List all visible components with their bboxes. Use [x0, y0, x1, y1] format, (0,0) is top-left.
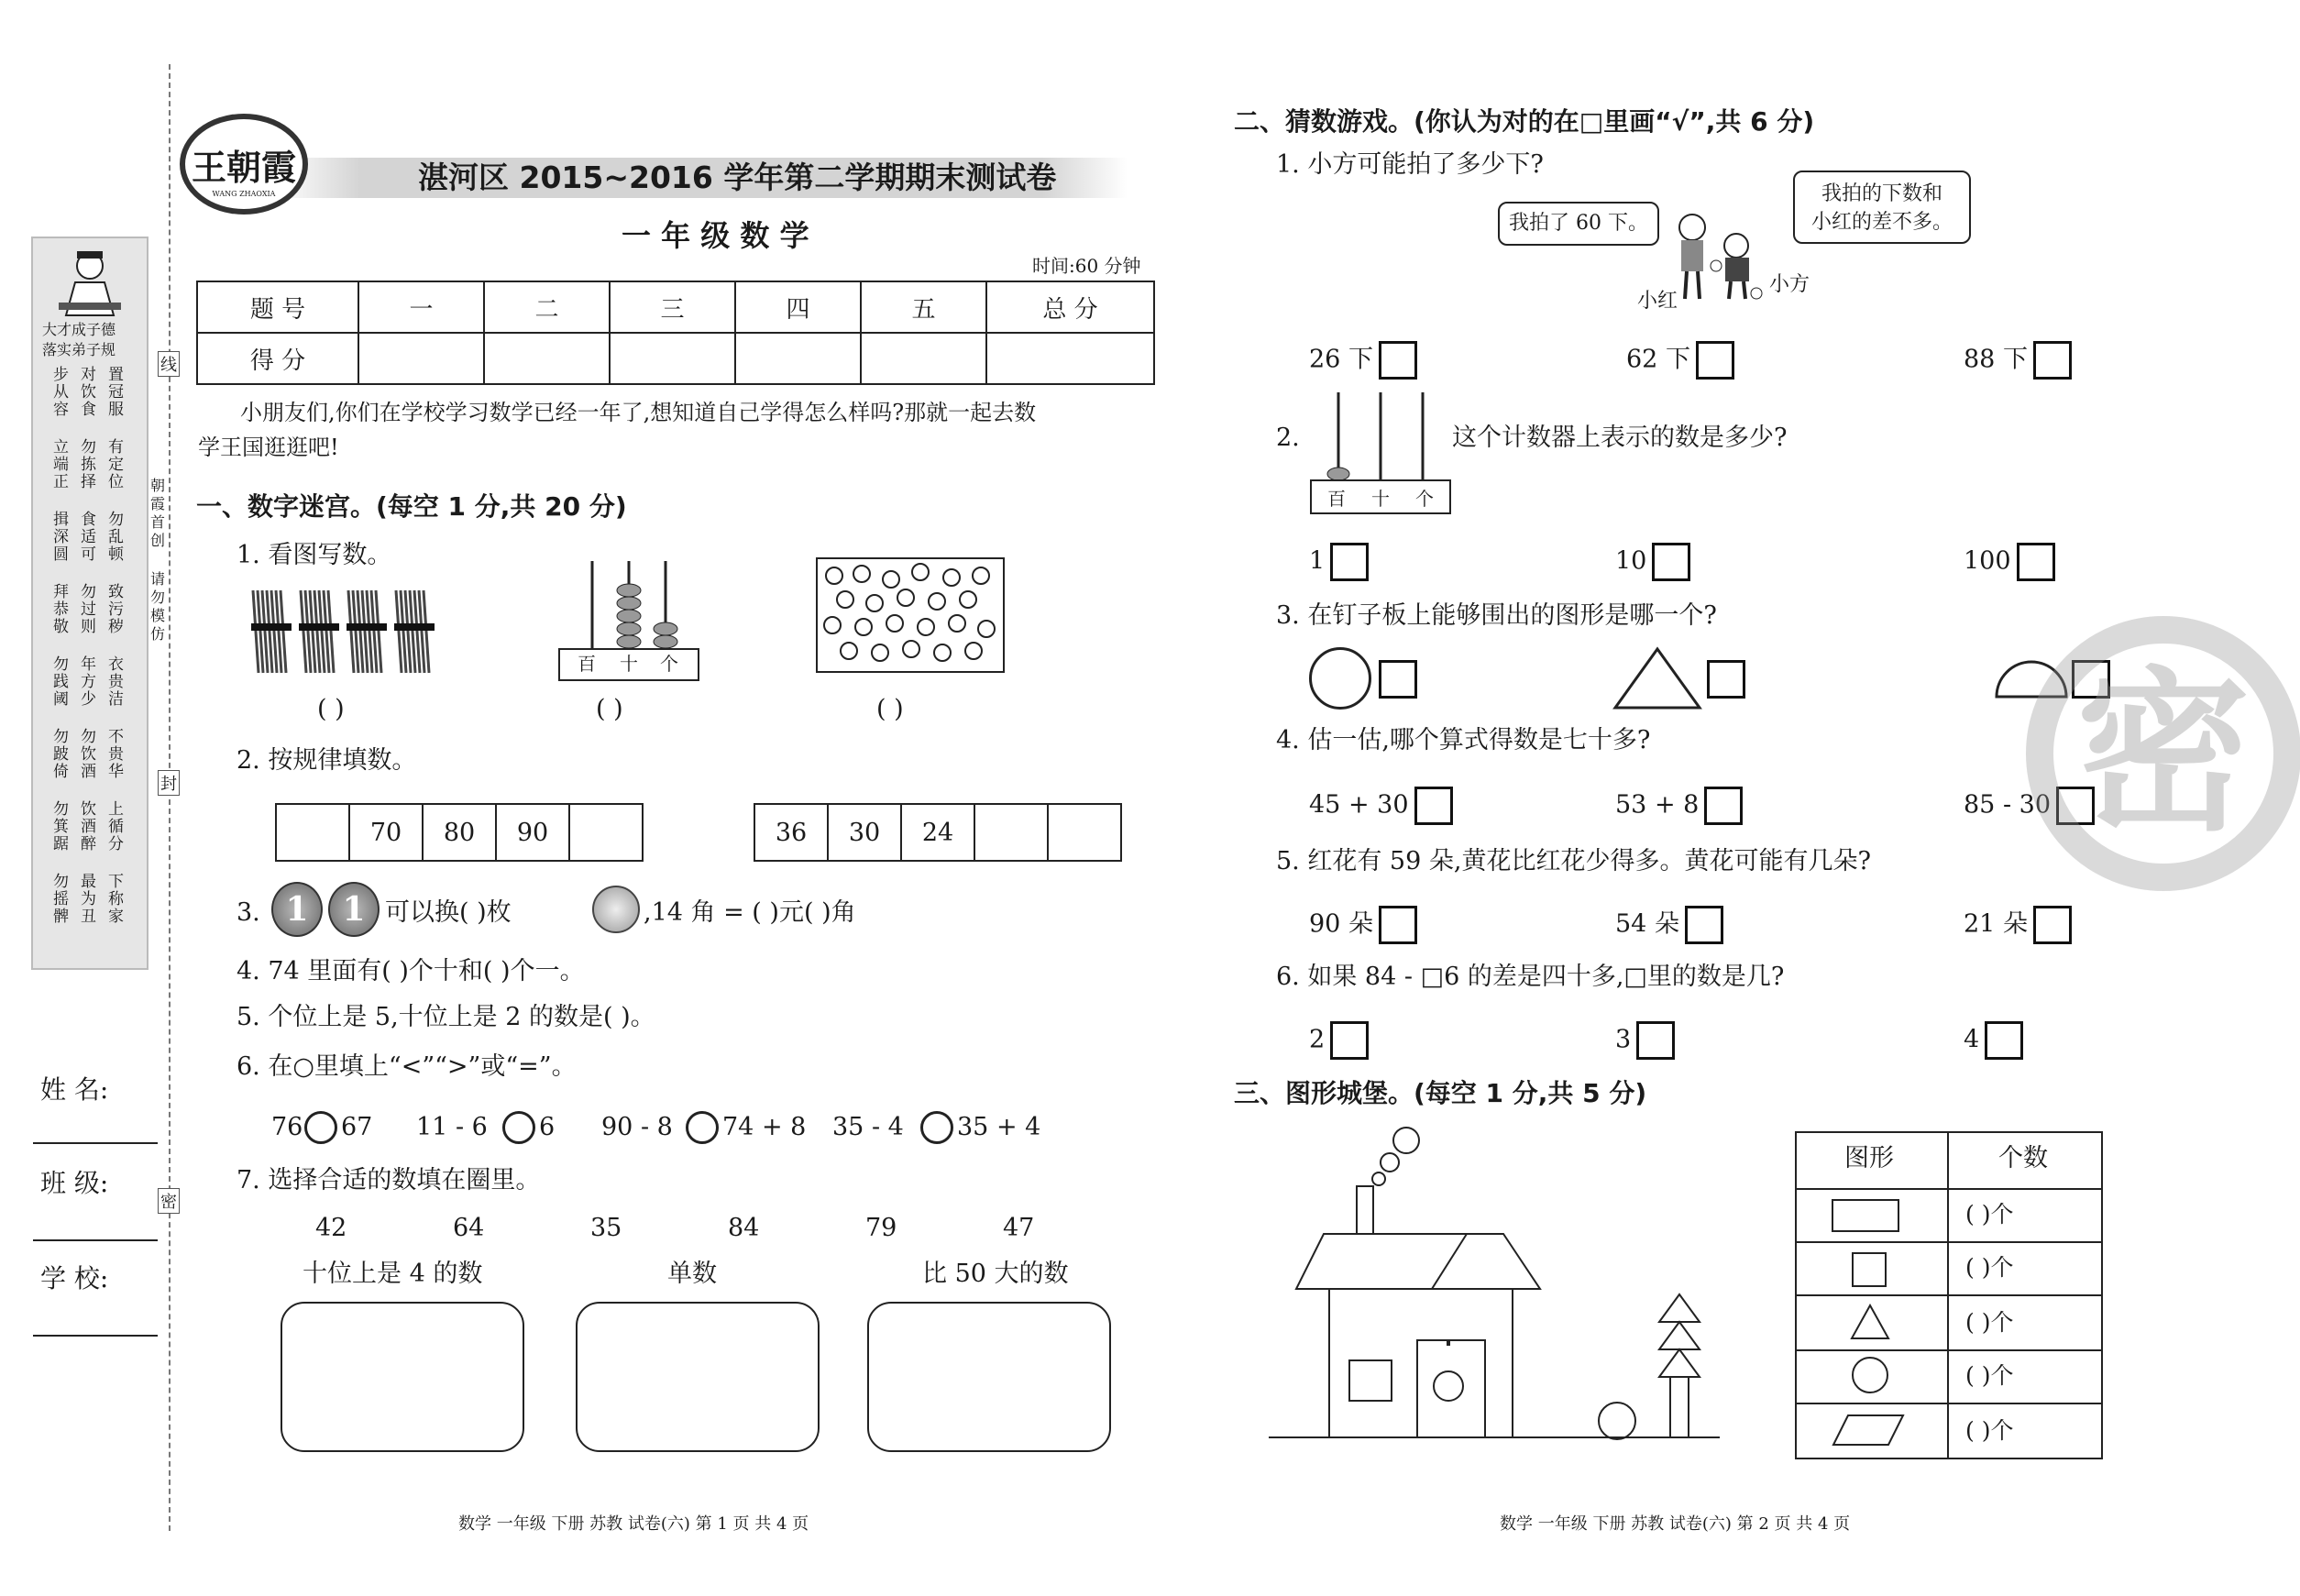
- name-line[interactable]: [33, 1142, 158, 1144]
- q7-answer-box[interactable]: [867, 1302, 1111, 1452]
- q4-option-label: 45 + 30: [1309, 790, 1409, 820]
- checkbox[interactable]: [1379, 341, 1417, 380]
- q7-number: 64: [453, 1214, 485, 1242]
- q1-answer-1[interactable]: ( ): [317, 695, 345, 723]
- dot: [855, 619, 872, 635]
- compare-4-left: 35 - 4: [832, 1113, 904, 1141]
- q2-option: [1309, 543, 1369, 581]
- dot: [929, 593, 945, 610]
- yuan-coin-icon: 1: [271, 882, 323, 937]
- count-cell[interactable]: ( )个: [1965, 1254, 2014, 1281]
- side-rule-text: 揖深圆: [53, 511, 69, 564]
- shape-count-table: [1795, 1131, 2103, 1459]
- compare-1-right: 67: [341, 1113, 373, 1141]
- side-rule-text: 年方少: [81, 655, 96, 709]
- dot: [973, 567, 989, 584]
- checkbox[interactable]: [1652, 543, 1690, 581]
- side-rule-text: 不贵华: [108, 728, 124, 781]
- checkbox[interactable]: [1696, 341, 1734, 380]
- side-rule-text: 立端正: [53, 438, 69, 491]
- checkbox[interactable]: [1685, 906, 1723, 944]
- checkbox[interactable]: [1330, 543, 1369, 581]
- binding-line: [169, 64, 171, 1531]
- score-cell[interactable]: [484, 333, 610, 384]
- school-label: 学 校:: [40, 1263, 109, 1293]
- jiao-coin-icon: [592, 886, 640, 933]
- q1-answer-2[interactable]: ( ): [596, 695, 623, 723]
- dots-image: [816, 557, 1005, 673]
- score-header: 五: [861, 281, 986, 333]
- checkbox[interactable]: [1414, 787, 1453, 825]
- seq2-cell: 24: [901, 804, 974, 861]
- compare-1-left: 76: [271, 1113, 303, 1141]
- s1-q1: 1. 看图写数。: [237, 541, 392, 569]
- dot: [949, 615, 965, 632]
- yuan-coin-icon: 1: [328, 882, 380, 937]
- q7-number: 47: [1003, 1214, 1035, 1242]
- score-cell[interactable]: [735, 333, 861, 384]
- s1-q7: 7. 选择合适的数填在圈里。: [237, 1166, 541, 1194]
- q5-option-label: 54 朵: [1615, 909, 1679, 939]
- table-row-line: [1797, 1241, 2101, 1243]
- table-row-line: [1797, 1188, 2101, 1190]
- side-rule-text: 勿跛倚: [53, 728, 69, 781]
- q4-option-label: 53 + 8: [1615, 790, 1700, 820]
- score-label: 得 分: [197, 333, 358, 384]
- score-cell[interactable]: [861, 333, 986, 384]
- square-icon: [1852, 1252, 1887, 1287]
- dot: [841, 643, 857, 659]
- side-rule-text: 拜恭敬: [53, 583, 69, 636]
- s2-q5: 5. 红花有 59 朵,黄花比红花少得多。黄花可能有几朵?: [1276, 847, 1871, 875]
- side-rule-text: 上循分: [108, 800, 124, 853]
- circle-shape-option: [1309, 647, 1371, 710]
- s1-q4: 4. 74 里面有( )个十和( )个一。: [237, 957, 585, 985]
- scholar-figure: [53, 246, 127, 319]
- q5-option: [1309, 906, 1417, 944]
- notice-2: 请勿模仿: [150, 570, 166, 643]
- q7-group-label: 十位上是 4 的数: [303, 1260, 483, 1288]
- side-rule-text: 下称家: [108, 873, 124, 926]
- side-rule-text: 对饮食: [81, 366, 96, 419]
- side-rule-text: 勿拣择: [81, 438, 96, 491]
- compare-3-right: 74 + 8: [722, 1113, 807, 1141]
- q1-option: [1309, 341, 1417, 380]
- dot: [943, 569, 960, 586]
- sequence-2: [754, 803, 1122, 862]
- checkbox[interactable]: [1636, 1021, 1675, 1060]
- side-rule-text: 食适可: [81, 511, 96, 564]
- seq2-cell: 30: [828, 804, 901, 861]
- checkbox[interactable]: [2033, 906, 2072, 944]
- abacus-label-ones: 个: [660, 653, 678, 675]
- dot: [883, 571, 899, 588]
- q1-option-label: 62 下: [1626, 345, 1690, 374]
- circle-icon: [1852, 1357, 1888, 1393]
- compare-3-left: 90 - 8: [601, 1113, 673, 1141]
- q7-answer-box[interactable]: [281, 1302, 524, 1452]
- seq1-cell: 80: [423, 804, 496, 861]
- table-row-line: [1797, 1403, 2101, 1404]
- checkbox[interactable]: [1330, 1021, 1369, 1060]
- class-label: 班 级:: [40, 1168, 109, 1198]
- count-cell[interactable]: ( )个: [1965, 1201, 2014, 1227]
- table-row-line: [1797, 1349, 2101, 1351]
- q6-option-label: 3: [1615, 1025, 1632, 1054]
- q6-option: [1309, 1021, 1369, 1060]
- dot: [897, 589, 914, 606]
- q2-option-label: 10: [1615, 546, 1647, 576]
- class-line[interactable]: [33, 1239, 158, 1241]
- stick-band: [394, 623, 435, 631]
- q5-option: [1615, 906, 1723, 944]
- compare-circle[interactable]: [502, 1111, 535, 1144]
- stick-band: [299, 623, 339, 631]
- counter-label-tens: 十: [1371, 488, 1390, 510]
- checkbox[interactable]: [1379, 660, 1417, 699]
- binding-mark-1: 线: [158, 351, 180, 377]
- speech-bubble-2: [1793, 171, 1971, 244]
- side-rule-text: 勿乱顿: [108, 511, 124, 564]
- compare-circle[interactable]: [686, 1111, 719, 1144]
- score-table: [196, 281, 1155, 385]
- table-head-shape: 图形: [1844, 1144, 1894, 1172]
- seq1-cell[interactable]: [569, 804, 643, 861]
- q7-group-label: 单数: [667, 1260, 717, 1288]
- score-header: 总 分: [986, 281, 1154, 333]
- score-cell[interactable]: [610, 333, 735, 384]
- section3-title: 三、图形城堡。(每空 1 分,共 5 分): [1234, 1078, 1647, 1108]
- s1-q3-text-a: 可以换( )枚: [385, 898, 512, 927]
- q4-option-label: 85 - 30: [1964, 790, 2052, 820]
- side-rule-text: 最为丑: [81, 873, 96, 926]
- q1-option: [1964, 341, 2072, 380]
- compare-circle[interactable]: [920, 1111, 953, 1144]
- parallelogram-icon: [1832, 1412, 1905, 1448]
- seq1-cell: 70: [349, 804, 423, 861]
- exam-time: 时间:60 分钟: [1032, 255, 1141, 277]
- q5-option: [1964, 906, 2072, 944]
- checkbox[interactable]: [1707, 660, 1745, 699]
- seq2-cell[interactable]: [1048, 804, 1121, 861]
- section1-title: 一、数字迷宫。(每空 1 分,共 20 分): [196, 491, 627, 522]
- side-rule-text: 步从容: [53, 366, 69, 419]
- q1-answer-3[interactable]: ( ): [876, 695, 904, 723]
- seq1-cell: 90: [496, 804, 569, 861]
- checkbox[interactable]: [1704, 787, 1743, 825]
- compare-2-right: 6: [539, 1113, 556, 1141]
- children-illustration: [1668, 211, 1769, 303]
- seq2-cell: 36: [754, 804, 828, 861]
- motto-1: 大才成子德: [42, 321, 116, 338]
- triangle-icon: [1850, 1304, 1890, 1340]
- speech-bubble-1: 我拍了 60 下。: [1498, 202, 1659, 246]
- exam-subtitle: 一 年 级 数 学: [622, 218, 809, 253]
- seq1-cell[interactable]: [276, 804, 349, 861]
- q6-option-label: 4: [1964, 1025, 1980, 1054]
- intro-line-1: 小朋友们,你们在学校学习数学已经一年了,想知道自己学得怎么样吗?那就一起去数: [240, 400, 1037, 425]
- intro-line-2: 学王国逛逛吧!: [198, 435, 339, 460]
- q7-number: 42: [315, 1214, 347, 1242]
- q6-option: [1964, 1021, 2023, 1060]
- logo-text: 王朝霞: [191, 147, 296, 188]
- logo-subtext: WANG ZHAOXIA: [212, 190, 276, 198]
- side-rule-text: 勿践阈: [53, 655, 69, 709]
- motto-2: 落实弟子规: [42, 341, 116, 358]
- seq2-cell[interactable]: [974, 804, 1048, 861]
- checkbox[interactable]: [2033, 341, 2072, 380]
- score-header: 二: [484, 281, 610, 333]
- q5-option-label: 90 朵: [1309, 909, 1373, 939]
- q7-number: 84: [728, 1214, 760, 1242]
- stick-band: [347, 623, 387, 631]
- score-cell[interactable]: [986, 333, 1154, 384]
- name-xiaohong: 小红: [1637, 290, 1678, 313]
- dot: [886, 615, 903, 632]
- compare-circle[interactable]: [304, 1111, 337, 1144]
- q1-option-label: 88 下: [1964, 345, 2028, 374]
- s2-q3: 3. 在钉子板上能够围出的图形是哪一个?: [1276, 601, 1717, 630]
- q7-answer-box[interactable]: [576, 1302, 820, 1452]
- score-header: 一: [358, 281, 484, 333]
- side-rule-text: 有定位: [108, 438, 124, 491]
- count-cell[interactable]: ( )个: [1965, 1309, 2014, 1336]
- table-row-line: [1797, 1294, 2101, 1296]
- score-header: 三: [610, 281, 735, 333]
- name-xiaofang: 小方: [1769, 273, 1810, 296]
- rectangle-icon: [1832, 1199, 1899, 1232]
- count-cell[interactable]: ( )个: [1965, 1362, 2014, 1389]
- side-rule-text: 置冠服: [108, 366, 124, 419]
- q5-option-label: 21 朵: [1964, 909, 2028, 939]
- dot: [824, 617, 841, 633]
- side-rule-text: 勿过则: [81, 583, 96, 636]
- q7-number: 79: [865, 1214, 897, 1242]
- checkbox[interactable]: [2017, 543, 2055, 581]
- logo: [180, 114, 308, 215]
- dot: [866, 595, 883, 611]
- name-label: 姓 名:: [40, 1074, 109, 1105]
- dot: [912, 564, 929, 580]
- side-rule-text: 勿摇髀: [53, 873, 69, 926]
- counter-label-ones: 个: [1415, 488, 1434, 510]
- q2-option-label: 100: [1964, 546, 2011, 576]
- side-rules: [53, 367, 145, 953]
- q1-option: [1626, 341, 1734, 380]
- secret-stamp: 密: [2026, 616, 2300, 891]
- side-rule-text: 衣贵洁: [108, 655, 124, 709]
- s1-q3-text-b: ,14 角 = ( )元( )角: [644, 898, 856, 927]
- s1-q6: 6. 在○里填上“<”“>”或“=”。: [237, 1052, 577, 1081]
- dot: [872, 644, 888, 661]
- house-drawing: [1265, 1120, 1723, 1456]
- dot: [918, 619, 934, 635]
- side-rule-text: 致污秽: [108, 583, 124, 636]
- notice-1: 朝霞首创: [150, 477, 166, 549]
- stick-band: [251, 623, 292, 631]
- triangle-shape-option: [1612, 645, 1703, 711]
- s2-q4: 4. 估一估,哪个算式得数是七十多?: [1276, 726, 1651, 754]
- dot: [934, 644, 951, 661]
- compare-2-left: 11 - 6: [416, 1113, 488, 1141]
- sequence-1: [275, 803, 644, 862]
- q2-option-label: 1: [1309, 546, 1326, 576]
- s2-q2-num: 2.: [1276, 424, 1300, 452]
- score-cell[interactable]: [358, 333, 484, 384]
- q7-group-label: 比 50 大的数: [922, 1260, 1069, 1288]
- dot: [853, 566, 870, 582]
- side-rule-text: 勿饮酒: [81, 728, 96, 781]
- dot: [965, 643, 982, 659]
- s2-q2: 这个计数器上表示的数是多少?: [1452, 424, 1788, 452]
- score-header: 四: [735, 281, 861, 333]
- binding-mark-2: 封: [158, 770, 180, 796]
- s1-q5: 5. 个位上是 5,十位上是 2 的数是( )。: [237, 1003, 655, 1031]
- dot: [826, 567, 842, 584]
- checkbox[interactable]: [1379, 906, 1417, 944]
- stick-bundles-image: [248, 587, 449, 678]
- score-header: 题 号: [197, 281, 358, 333]
- compare-4-right: 35 + 4: [957, 1113, 1041, 1141]
- q2-option: [1615, 543, 1690, 581]
- bubble2-line: 小红的差不多。: [1810, 211, 1953, 234]
- q6-option: [1615, 1021, 1675, 1060]
- q2-option: [1964, 543, 2055, 581]
- footer-right: 数学 一年级 下册 苏教 试卷(六) 第 2 页 共 4 页: [1500, 1514, 1851, 1534]
- dot: [960, 591, 976, 608]
- s2-q6: 6. 如果 84 - □6 的差是四十多,□里的数是几?: [1276, 963, 1785, 991]
- bubble2-line: 我拍的下数和: [1821, 182, 1942, 205]
- q6-option-label: 2: [1309, 1025, 1326, 1054]
- school-line[interactable]: [33, 1335, 158, 1337]
- side-rule-text: 勿箕踞: [53, 800, 69, 853]
- binding-mark-3: 密: [158, 1188, 180, 1214]
- abacus-label-hundreds: 百: [578, 653, 596, 675]
- table-head-count: 个数: [1998, 1144, 2048, 1172]
- count-cell[interactable]: ( )个: [1965, 1417, 2014, 1444]
- footer-left: 数学 一年级 下册 苏教 试卷(六) 第 1 页 共 4 页: [458, 1514, 809, 1534]
- s1-q2: 2. 按规律填数。: [237, 746, 417, 775]
- q4-option: [1309, 787, 1453, 825]
- q1-option-label: 26 下: [1309, 345, 1373, 374]
- exam-title: 湛河区 2015~2016 学年第二学期期末测试卷: [418, 160, 1057, 195]
- abacus-label-tens: 十: [620, 653, 638, 675]
- dot: [978, 621, 995, 637]
- section2-title: 二、猜数游戏。(你认为对的在□里画“√”,共 6 分): [1234, 106, 1815, 137]
- side-rule-text: 饮酒醉: [81, 800, 96, 853]
- counter-label-hundreds: 百: [1327, 488, 1346, 510]
- q4-option: [1615, 787, 1743, 825]
- s1-q3-num: 3.: [237, 898, 260, 927]
- checkbox[interactable]: [1985, 1021, 2023, 1060]
- dot: [837, 591, 853, 608]
- q7-number: 35: [590, 1214, 622, 1242]
- dot: [903, 641, 919, 657]
- s2-q1: 1. 小方可能拍了多少下?: [1276, 150, 1544, 179]
